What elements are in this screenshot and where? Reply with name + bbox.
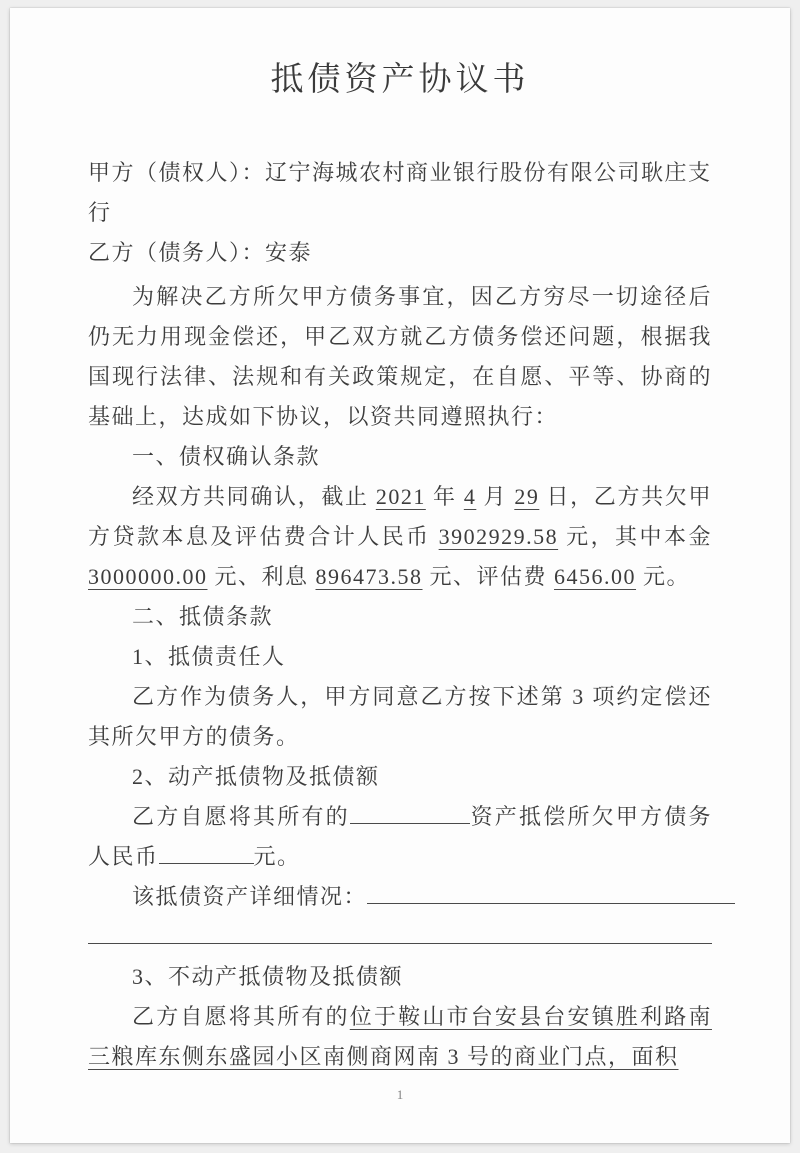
interest-value: 896473.58 — [315, 564, 423, 589]
section1-body: 经双方共同确认，截止 2021 年 4 月 29 日，乙方共欠甲方贷款本息及评估费合计人民币 3902929.58 元，其中本金 3000000.00 元、利息 896473.58 元、评估费 6456.00 元。 — [88, 484, 712, 589]
section2-item2-heading: 2、动产抵债物及抵债额 — [132, 764, 380, 789]
section1-heading: 一、债权确认条款 — [132, 444, 321, 469]
section2-item1-body: 乙方作为债务人，甲方同意乙方按下述第 3 项约定偿还其所欠甲方的债务。 — [88, 684, 712, 749]
document-content — [88, 8, 712, 1077]
confirm-month-value: 4 — [463, 484, 477, 509]
section2-item2-body: 乙方自愿将其所有的 资产抵偿所欠甲方债务人民币 元。 — [88, 804, 712, 869]
asset-detail-continuation-row — [88, 917, 712, 957]
appraisal-fee-value: 6456.00 — [554, 564, 637, 589]
confirm-day-value: 29 — [514, 484, 540, 509]
asset-type-blank-field — [350, 809, 470, 824]
section2-item3-heading: 3、不动产抵债物及抵债额 — [132, 964, 404, 989]
section2-heading: 二、抵债条款 — [132, 604, 274, 629]
party-a-line: 甲方（债权人）：辽宁海城农村商业银行股份有限公司耿庄支行 — [88, 160, 712, 225]
parties-block — [88, 153, 712, 273]
confirm-year-value: 2021 — [375, 484, 426, 509]
total-debt-value: 3902929.58 — [438, 524, 559, 549]
document-title: 抵债资产协议书 — [270, 62, 530, 98]
scanned-document-page — [10, 8, 790, 1143]
section1-text: 经双方共同确认，截止 — [132, 484, 376, 509]
page-number: 1 — [396, 1087, 404, 1102]
principal-value: 3000000.00 — [88, 564, 208, 589]
section2-item3-body: 乙方自愿将其所有的位于鞍山市台安县台安镇胜利路南三粮库东侧东盛园小区南侧商网南 3 号的商业门点，面积 — [88, 1004, 712, 1069]
asset-detail-label: 该抵债资产详细情况： — [132, 884, 368, 909]
asset-detail-blank-line-2 — [88, 929, 712, 944]
property-description-value: 位于鞍山市台安县台安镇胜利路南三粮库东侧东盛园小区南侧商网南 3 号的商业门点，面积 — [88, 1004, 712, 1069]
amount-blank-field — [159, 849, 254, 864]
section2-item1-heading: 1、抵债责任人 — [132, 644, 286, 669]
asset-detail-blank-line-1 — [367, 889, 735, 904]
preamble-paragraph: 为解决乙方所欠甲方债务事宜，因乙方穷尽一切途径后仍无力用现金偿还，甲乙双方就乙方债务偿还问题，根据我国现行法律、法规和有关政策规定，在自愿、平等、协商的基础上，达成如下协议，以资共同遵照执行： — [88, 284, 712, 429]
asset-detail-row — [88, 877, 712, 917]
party-b-line: 乙方（债务人）：安泰 — [88, 240, 313, 265]
